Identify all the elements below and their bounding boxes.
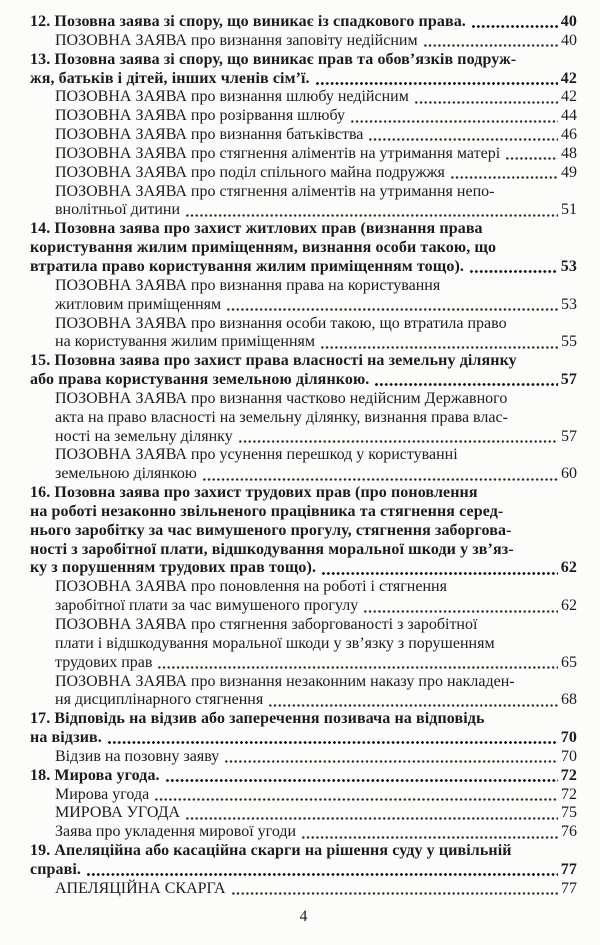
toc-entry-text: 18. Мирова угода. (30, 766, 160, 784)
toc-line (30, 654, 577, 673)
toc-entry-page-number: 72 (561, 785, 577, 803)
toc-entry-text: земельною ділянкою (55, 465, 197, 483)
dot-leader (268, 704, 558, 707)
dot-leader (469, 270, 558, 273)
toc-entry-page-number: 40 (560, 13, 577, 30)
toc-line (30, 145, 577, 164)
toc-line (30, 315, 577, 334)
toc-line (30, 352, 577, 371)
toc-entry-text: ПОЗОВНА ЗАЯВА про стягнення аліментів на утримання непо- (55, 182, 495, 200)
dot-leader (157, 666, 558, 669)
toc-entry-text: АПЕЛЯЦІЙНА СКАРГА (55, 879, 226, 897)
toc-line (30, 597, 577, 616)
toc-entry-page-number: 44 (561, 107, 577, 125)
dot-leader (185, 817, 558, 820)
toc-entry-text: ності на земельну ділянку (55, 427, 233, 445)
toc-entry-page-number: 53 (560, 257, 577, 275)
dot-leader (350, 120, 558, 123)
toc-line (30, 804, 577, 823)
toc-entry-text: акта на право власності на земельну ділянку, визнання права влас- (55, 408, 508, 426)
toc-entry-text: Заява про укладення мирової угоди (55, 823, 297, 841)
toc-entry-page-number: 60 (561, 465, 577, 483)
toc-line (30, 503, 577, 522)
toc-entry-text: ПОЗОВНА ЗАЯВА про визнання права на користування (55, 276, 441, 294)
toc-entry-page-number: 53 (561, 295, 577, 313)
toc-line (30, 729, 577, 748)
toc-entry-text: на роботі незаконно звільненого працівника та стягнення серед- (30, 502, 504, 520)
toc-entry-text: ПОЗОВНА ЗАЯВА про визнання частково недійсним Державного (55, 389, 508, 407)
toc-entry-text: плати і відшкодування моральної шкоди у зв’язку з порушенням (55, 634, 495, 652)
toc-line (30, 465, 577, 484)
toc-entry-text: ПОЗОВНА ЗАЯВА про стягнення аліментів на утримання матері (55, 144, 501, 162)
dot-leader (471, 25, 558, 28)
toc-entry-text: втратила право користування жилим приміщенням тощо). (30, 257, 464, 275)
toc-entry-text: Мирова угода (55, 785, 150, 803)
dot-leader (414, 101, 558, 104)
dot-leader (224, 760, 558, 763)
toc-line (30, 710, 577, 729)
toc-line (30, 201, 577, 220)
toc-entry-text: ПОЗОВНА ЗАЯВА про розірвання шлюбу (55, 107, 345, 125)
dot-leader (154, 798, 558, 801)
toc-line (30, 673, 577, 692)
toc-line (30, 578, 577, 597)
toc-entry-text: ПОЗОВНА ЗАЯВА про поділ спільного майна подружжя (55, 163, 445, 181)
toc-entry-page-number: 68 (561, 691, 577, 709)
dot-leader (368, 138, 558, 141)
toc-line (30, 70, 577, 89)
toc-line (30, 371, 577, 390)
table-of-contents (30, 13, 577, 899)
toc-entry-text: на користування жилим приміщенням (55, 333, 316, 351)
toc-entry-text: ня дисциплінарного стягнення (55, 691, 264, 709)
toc-entry-text: ності з заробітної плати, відшкодування моральної шкоди у зв’яз- (30, 540, 514, 558)
toc-entry-text: нього заробітку за час вимушеного прогулу, стягнення заборгова- (30, 521, 512, 539)
toc-line (30, 823, 577, 842)
toc-entry-page-number: 46 (561, 126, 577, 144)
toc-entry-page-number: 62 (561, 597, 577, 615)
toc-entry-page-number: 70 (561, 747, 577, 765)
toc-entry-text: 17. Відповідь на відзив або заперечення позивача на відповідь (30, 710, 485, 728)
dot-leader (320, 346, 558, 349)
dot-leader (450, 176, 558, 179)
toc-line (30, 428, 577, 447)
toc-line (30, 88, 577, 107)
toc-line (30, 446, 577, 465)
toc-entry-text: трудових прав (55, 653, 153, 671)
dot-leader (374, 383, 557, 386)
toc-line (30, 541, 577, 560)
dot-leader (231, 892, 558, 895)
toc-entry-text: ПОЗОВНА ЗАЯВА про визнання особи такою, що втратила право (55, 314, 507, 332)
toc-entry-text: користування жилим приміщенням, визнання особи такою, що (30, 239, 497, 257)
toc-line (30, 32, 577, 51)
toc-entry-page-number: 77 (560, 860, 577, 878)
toc-entry-page-number: 75 (561, 804, 577, 822)
dot-leader (86, 873, 558, 876)
toc-line (30, 691, 577, 710)
toc-line (30, 258, 577, 277)
toc-entry-text: житловим приміщенням (55, 295, 222, 313)
toc-line (30, 126, 577, 145)
dot-leader (185, 214, 558, 217)
toc-line (30, 748, 577, 767)
dot-leader (363, 610, 558, 613)
toc-entry-page-number: 57 (560, 371, 577, 389)
page-number: 4 (299, 907, 308, 925)
toc-line (30, 616, 577, 635)
toc-entry-page-number: 48 (561, 144, 577, 162)
toc-entry-page-number: 77 (561, 879, 577, 897)
dot-leader (107, 741, 558, 744)
toc-entry-text: 13. Позовна заява зі спору, що виникає прав та обов’язків подруж- (30, 50, 517, 68)
toc-line (30, 559, 577, 578)
toc-entry-text: МИРОВА УГОДА (55, 804, 181, 822)
toc-entry-text: внолітньої дитини (55, 201, 181, 219)
toc-line (30, 333, 577, 352)
toc-entry-page-number: 62 (560, 559, 577, 577)
toc-line (30, 164, 577, 183)
toc-line (30, 635, 577, 654)
toc-entry-text: Відзив на позовну заяву (55, 747, 220, 765)
toc-entry-text: ПОЗОВНА ЗАЯВА про стягнення заборгованості з заробітної (55, 616, 478, 633)
toc-entry-text: 12. Позовна заява зі спору, що виникає із спадкового права. (30, 13, 466, 30)
dot-leader (165, 779, 558, 782)
toc-entry-page-number: 70 (560, 729, 577, 747)
toc-entry-page-number: 76 (561, 823, 577, 841)
toc-entry-page-number: 51 (561, 201, 577, 219)
dot-leader (505, 157, 558, 160)
toc-line (30, 842, 577, 861)
dot-leader (423, 44, 558, 47)
toc-entry-text: ПОЗОВНА ЗАЯВА про поновлення на роботі і стягнення (55, 578, 447, 596)
dot-leader (226, 308, 558, 311)
toc-line (30, 51, 577, 70)
toc-entry-text: жя, батьків і дітей, інших членів сім’ї. (30, 69, 310, 87)
toc-line (30, 880, 577, 899)
toc-entry-page-number: 42 (560, 69, 577, 87)
dot-leader (315, 82, 558, 85)
toc-entry-text: ПОЗОВНА ЗАЯВА про усунення перешкод у користуванні (55, 446, 458, 464)
toc-line (30, 409, 577, 428)
dot-leader (202, 478, 558, 481)
toc-line (30, 390, 577, 409)
toc-line (30, 767, 577, 786)
dot-leader (301, 836, 558, 839)
toc-entry-page-number: 65 (561, 653, 577, 671)
toc-entry-page-number: 72 (560, 766, 577, 784)
toc-entry-page-number: 55 (561, 333, 577, 351)
toc-entry-text: 14. Позовна заява про захист житлових прав (визнання права (30, 220, 483, 238)
toc-entry-text: ПОЗОВНА ЗАЯВА про визнання незаконним наказу про накладен- (55, 672, 515, 690)
toc-line (30, 277, 577, 296)
toc-entry-text: ПОЗОВНА ЗАЯВА про визнання батьківства (55, 126, 364, 144)
toc-line (30, 239, 577, 258)
toc-line (30, 296, 577, 315)
toc-entry-page-number: 49 (561, 163, 577, 181)
toc-line (30, 220, 577, 239)
toc-entry-page-number: 42 (561, 88, 577, 106)
toc-entry-text: справі. (30, 860, 82, 878)
toc-entry-text: ку з порушенням трудових прав тощо). (30, 559, 317, 577)
toc-line (30, 522, 577, 541)
toc-line (30, 183, 577, 202)
toc-entry-text: 16. Позовна заява про захист трудових прав (про поновлення (30, 484, 478, 502)
toc-entry-text: заробітної плати за час вимушеного прогулу (55, 597, 359, 615)
toc-entry-text: або права користування земельною ділянкою. (30, 371, 370, 389)
toc-entry-page-number: 57 (561, 427, 577, 445)
dot-leader (238, 440, 558, 443)
toc-entry-text: ПОЗОВНА ЗАЯВА про визнання шлюбу недійсним (55, 88, 409, 106)
toc-line (30, 786, 577, 805)
toc-line (30, 107, 577, 126)
toc-line (30, 484, 577, 503)
dot-leader (321, 572, 558, 575)
toc-entry-page-number: 40 (561, 31, 577, 49)
toc-entry-text: на відзив. (30, 729, 102, 747)
toc-entry-text: ПОЗОВНА ЗАЯВА про визнання заповіту недійсним (55, 31, 418, 49)
toc-line (30, 13, 577, 32)
toc-line (30, 861, 577, 880)
toc-entry-text: 19. Апеляційна або касаційна скарги на рішення суду у цивільній (30, 842, 512, 860)
toc-entry-text: 15. Позовна заява про захист права власності на земельну ділянку (30, 352, 517, 370)
